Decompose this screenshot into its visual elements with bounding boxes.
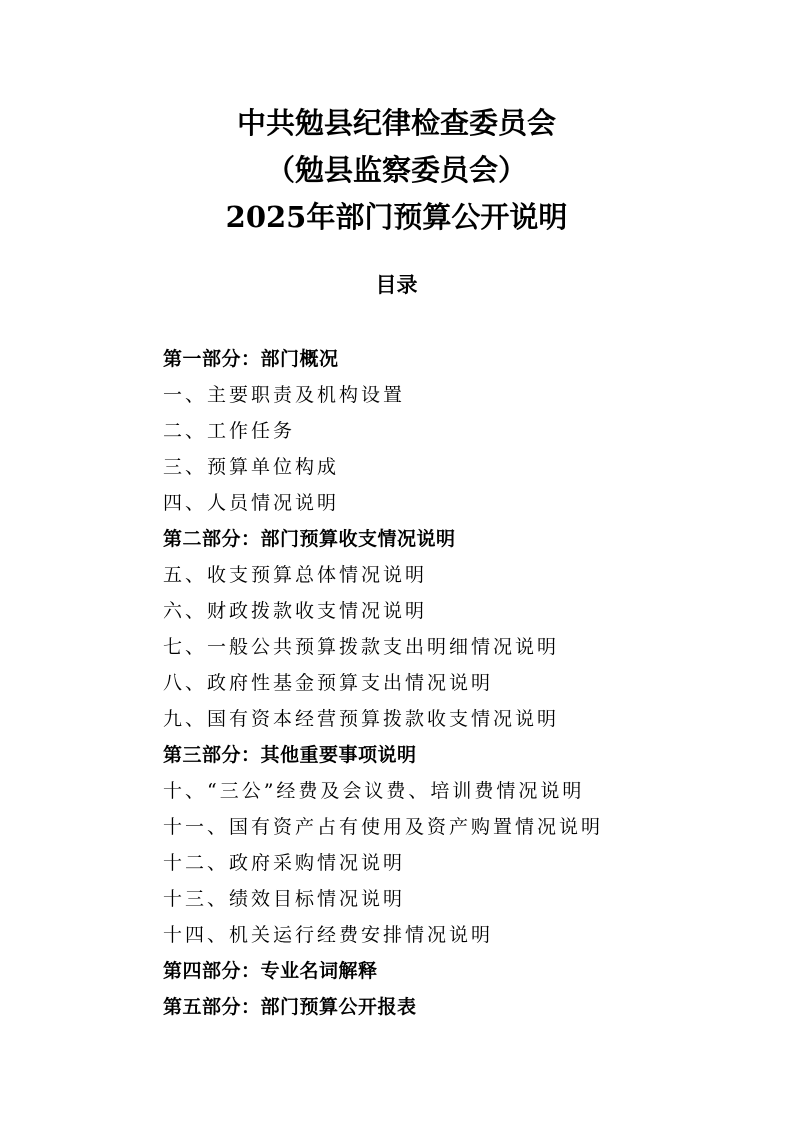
toc-part-entry[interactable]: 第五部分：部门预算公开报表 <box>163 996 417 1018</box>
toc-section-entry[interactable]: 十二、政府采购情况说明 <box>163 852 406 874</box>
toc-part-entry[interactable]: 第四部分：专业名词解释 <box>163 960 378 982</box>
toc-section-entry[interactable]: 四、人员情况说明 <box>163 492 340 514</box>
title-line-budget-disclosure: 2025年部门预算公开说明 <box>225 200 568 234</box>
toc-section-entry[interactable]: 八、政府性基金预算支出情况说明 <box>163 672 494 694</box>
toc-section-entry[interactable]: 六、财政拨款收支情况说明 <box>163 600 428 622</box>
table-of-contents <box>163 341 603 1025</box>
toc-heading: 目录 <box>375 273 418 297</box>
toc-part-entry[interactable]: 第二部分：部门预算收支情况说明 <box>163 528 456 550</box>
toc-section-entry[interactable]: 十、“三公”经费及会议费、培训费情况说明 <box>163 780 585 802</box>
toc-part-entry[interactable]: 第三部分：其他重要事项说明 <box>163 744 417 766</box>
toc-section-entry[interactable]: 十四、机关运行经费安排情况说明 <box>163 924 494 946</box>
toc-part-entry[interactable]: 第一部分：部门概况 <box>163 348 339 370</box>
toc-section-entry[interactable]: 十三、绩效目标情况说明 <box>163 888 406 910</box>
title-line-organization: 中共勉县纪律检查委员会 <box>236 106 556 140</box>
toc-section-entry[interactable]: 五、收支预算总体情况说明 <box>163 564 428 586</box>
toc-section-entry[interactable]: 十一、国有资产占有使用及资产购置情况说明 <box>163 816 604 838</box>
document-title <box>0 100 793 241</box>
toc-section-entry[interactable]: 二、工作任务 <box>163 420 296 442</box>
toc-section-entry[interactable]: 七、一般公共预算拨款支出明细情况说明 <box>163 636 560 658</box>
toc-section-entry[interactable]: 一、主要职责及机构设置 <box>163 384 406 406</box>
toc-section-entry[interactable]: 九、国有资本经营预算拨款收支情况说明 <box>163 708 560 730</box>
toc-section-entry[interactable]: 三、预算单位构成 <box>163 456 340 478</box>
title-line-supervision-commission: （勉县监察委员会） <box>265 153 527 187</box>
